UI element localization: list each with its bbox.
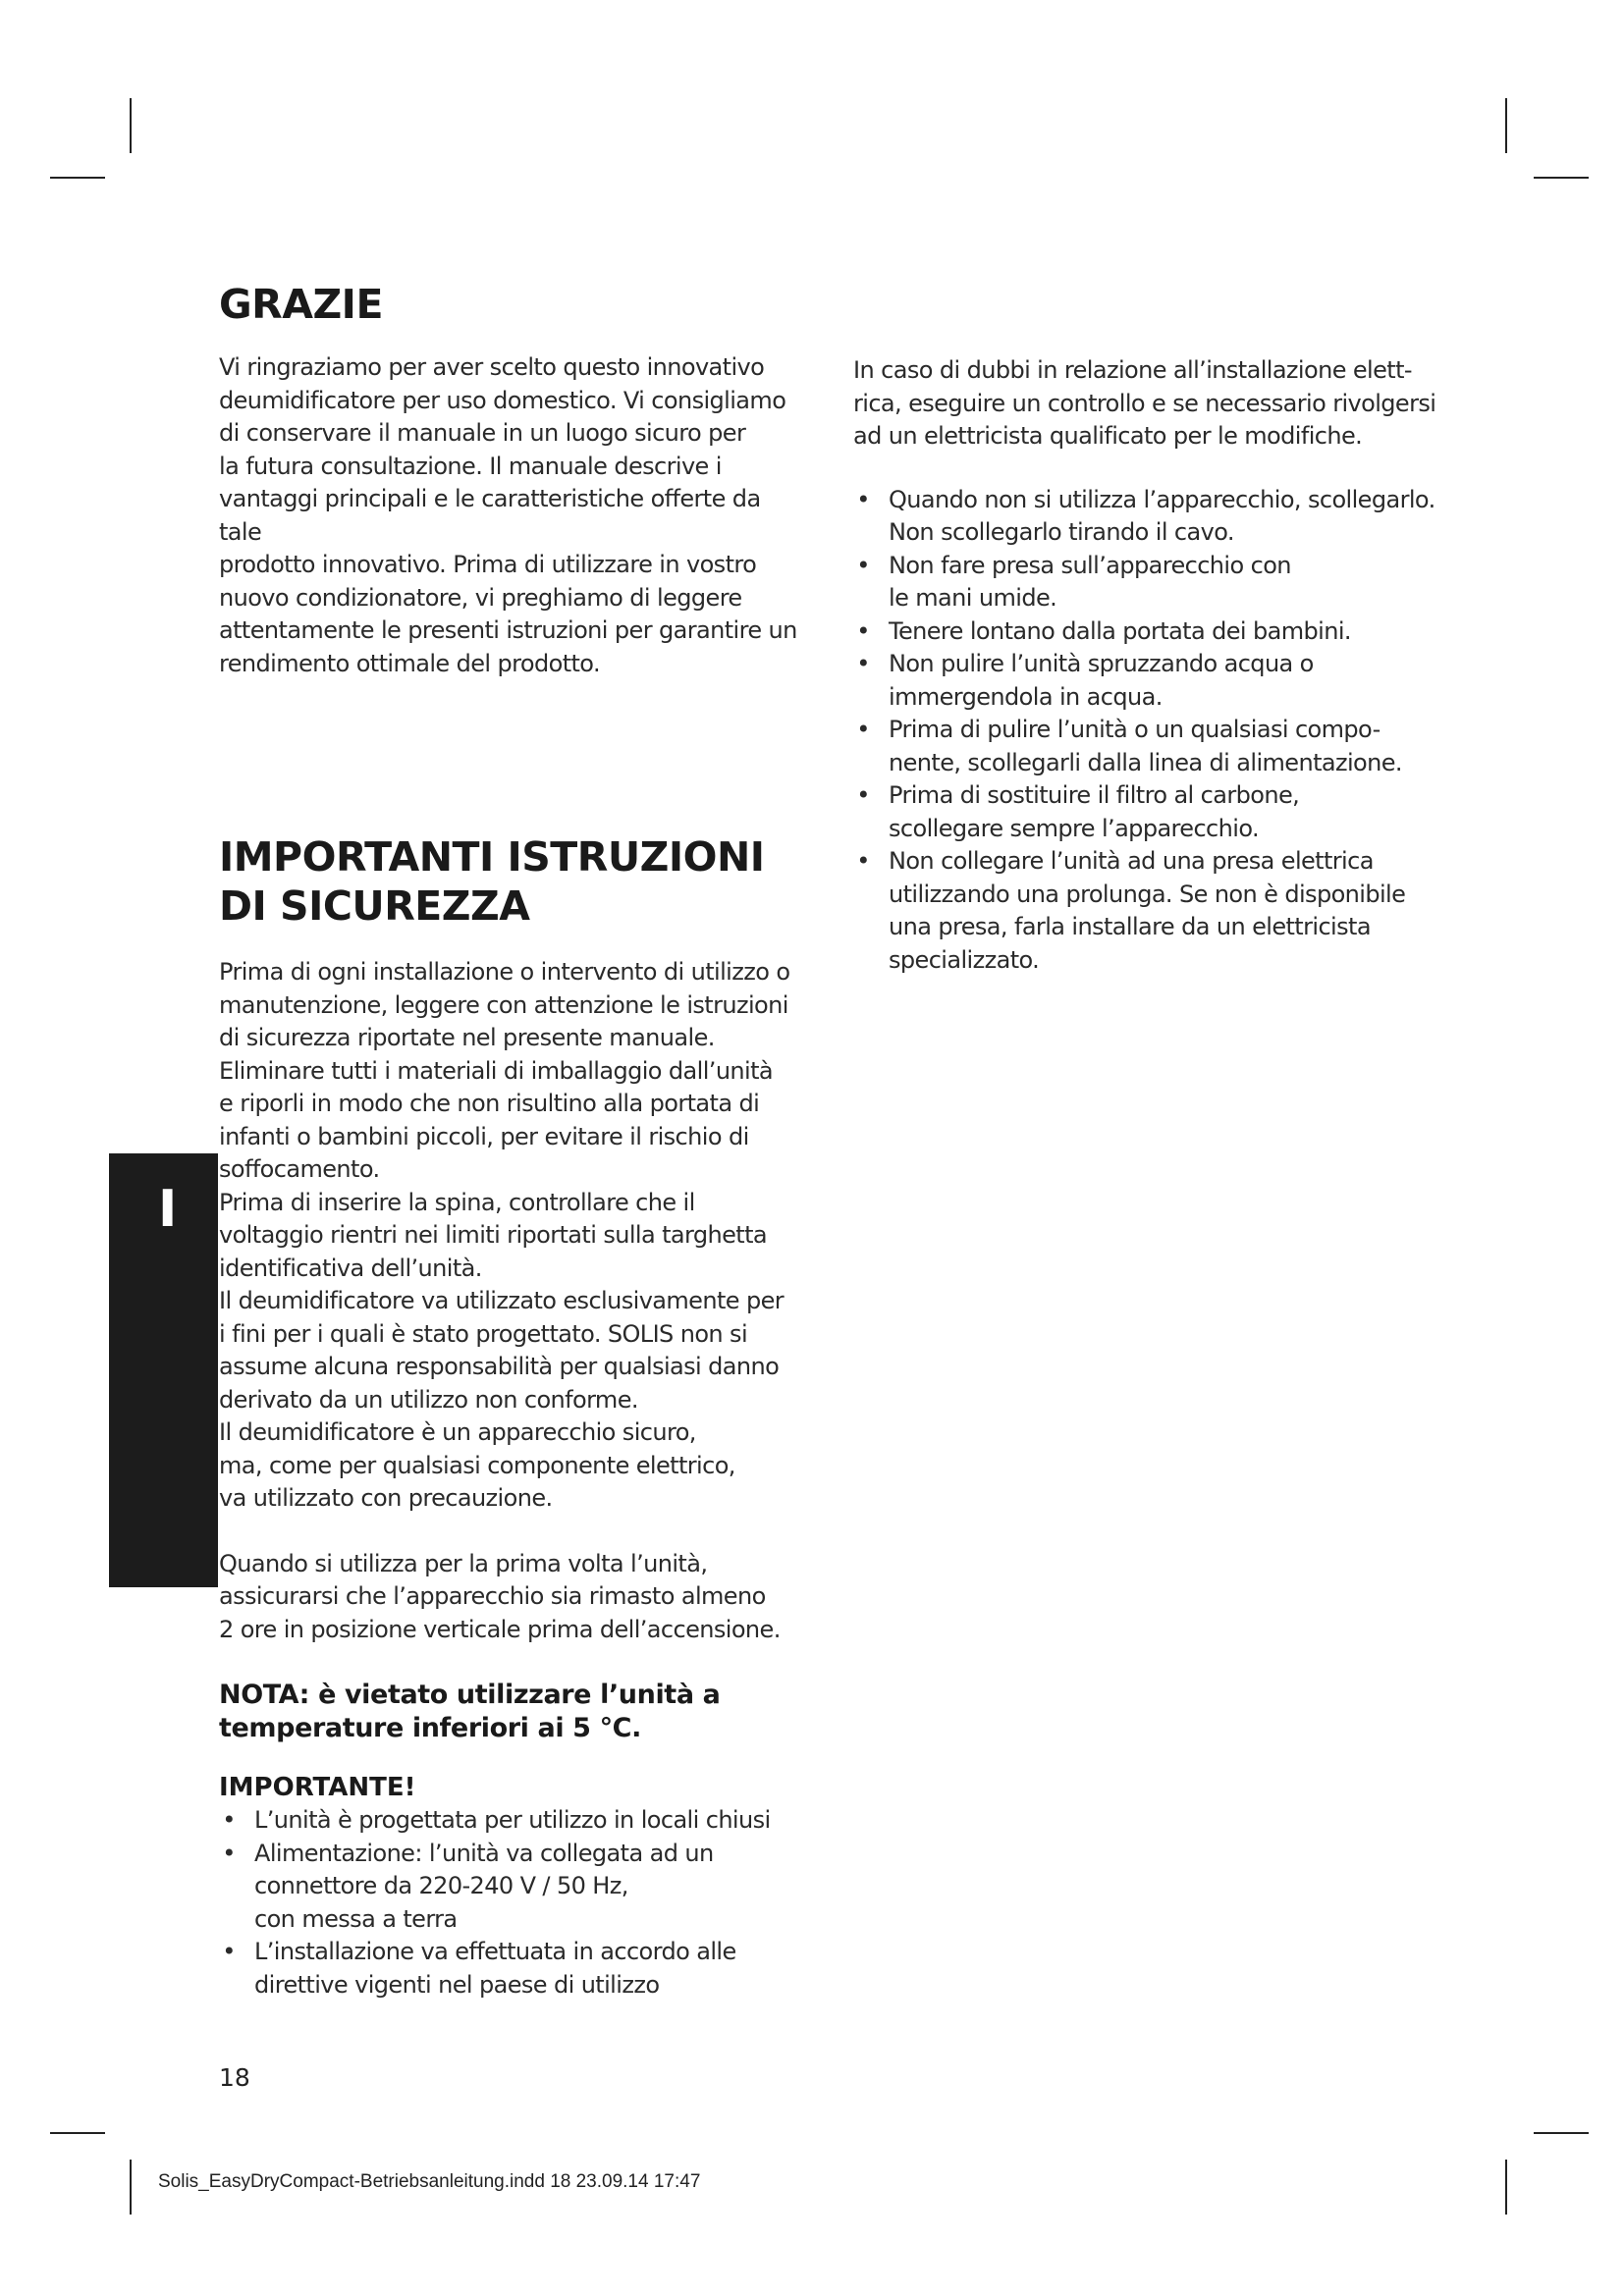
list-item: • Non fare presa sull’apparecchio con le mani umide.: [853, 550, 1442, 615]
list-item: • Non pulire l’unità spruzzando acqua o immergendola in acqua.: [853, 648, 1442, 714]
list-item: • Non collegare l’unità ad una presa elettrica utilizzando una prolunga. Se non è disponibile una presa, farla installare da un elettricista specializzato.: [853, 845, 1442, 977]
bullet-icon: •: [222, 1806, 236, 1834]
grazie-paragraph: Vi ringraziamo per aver scelto questo innovativo deumidificatore per uso domestico. Vi consigliamo di conservare il manuale in un luogo sicuro per la futura consultazione. Il manuale descrive i vantaggi principali e le caratteristiche offerte da tale prodotto innovativo. Prima di utilizzare in vostro nuovo condizionatore, vi preghiamo di leggere attentamente le presenti istruzioni per garantire un rendimento ottimale del prodotto.: [219, 353, 797, 677]
section-tab-letter: I: [158, 1180, 178, 1239]
temperature-note: NOTA: è vietato utilizzare l’unità a temperature inferiori ai 5 °C.: [219, 1680, 721, 1743]
right-column: [853, 354, 1442, 977]
safety-paragraph: Prima di ogni installazione o intervento di utilizzo o manutenzione, leggere con attenzione le istruzioni di sicurezza riportate nel presente manuale. Eliminare tutti i materiali di imballaggio dall’unità e riporli in modo che non risultino alla portata di infanti o bambini piccoli, per evitare il rischio di soffocamento. Prima di inserire la spina, controllare che il voltaggio rientri nei limiti riportati sulla targhetta identificativa dell’unità. Il deumidificatore va utilizzato esclusivamente per i fini per i quali è stato progettato. SOLIS non si assume alcuna responsabilità per qualsiasi danno derivato da un utilizzo non conforme. Il deumidificatore è un apparecchio sicuro, ma, come per qualsiasi componente elettrico, va utilizzato con precauzione.: [219, 958, 790, 1512]
safety-heading-line-2: DI SICUREZZA: [219, 882, 530, 930]
bullet-icon: •: [222, 1839, 236, 1867]
bullet-icon: •: [856, 847, 870, 875]
important-heading: IMPORTANTE!: [219, 1773, 416, 1802]
first-use-paragraph: Quando si utilizza per la prima volta l’unità, assicurarsi che l’apparecchio sia rimasto almeno 2 ore in posizione verticale prima dell’accensione.: [219, 1549, 781, 1643]
electrical-paragraph: In caso di dubbi in relazione all’installazione elett- rica, eseguire un controllo e se necessario rivolgersi ad un elettricista qualificato per le modifiche.: [853, 356, 1436, 450]
bullet-icon: •: [856, 551, 870, 579]
safety-heading-line-1: IMPORTANTI ISTRUZIONI: [219, 833, 765, 881]
bullet-icon: •: [856, 650, 870, 677]
page-number: 18: [219, 2063, 250, 2092]
print-slug: Solis_EasyDryCompact-Betriebsanleitung.indd 18 23.09.14 17:47: [158, 2171, 701, 2192]
list-item: • L’unità è progettata per utilizzo in locali chiusi: [219, 1804, 808, 1838]
list-item: • Tenere lontano dalla portata dei bambini.: [853, 615, 1442, 649]
important-list: [219, 1804, 808, 2002]
crop-mark-top-left-vertical: [130, 98, 132, 153]
crop-mark-bottom-left-vertical: [130, 2160, 132, 2215]
list-item: • Prima di sostituire il filtro al carbone, scollegare sempre l’apparecchio.: [853, 779, 1442, 845]
crop-mark-top-right-horizontal: [1534, 177, 1589, 179]
crop-mark-bottom-left-horizontal: [50, 2132, 105, 2134]
bullet-icon: •: [856, 616, 870, 645]
left-column: [219, 280, 808, 2002]
list-item: • L’installazione va effettuata in accordo alle direttive vigenti nel paese di utilizzo: [219, 1936, 808, 2002]
language-section-tab: [109, 1153, 218, 1587]
bullet-icon: •: [856, 716, 870, 743]
crop-mark-top-left-horizontal: [50, 177, 105, 179]
crop-mark-bottom-right-horizontal: [1534, 2132, 1589, 2134]
crop-mark-top-right-vertical: [1505, 98, 1507, 153]
list-item: • Prima di pulire l’unità o un qualsiasi compo- nente, scollegarli dalla linea di alimentazione.: [853, 714, 1442, 779]
bullet-icon: •: [222, 1938, 236, 1965]
bullet-icon: •: [856, 781, 870, 809]
crop-mark-bottom-right-vertical: [1505, 2160, 1507, 2215]
list-item: • Quando non si utilizza l’apparecchio, scollegarlo. Non scollegarlo tirando il cavo.: [853, 484, 1442, 550]
list-item: • Alimentazione: l’unità va collegata ad un connettore da 220-240 V / 50 Hz, con messa a terra: [219, 1838, 808, 1937]
grazie-heading: GRAZIE: [219, 281, 383, 328]
safety-list: [853, 484, 1442, 978]
bullet-icon: •: [856, 485, 870, 513]
